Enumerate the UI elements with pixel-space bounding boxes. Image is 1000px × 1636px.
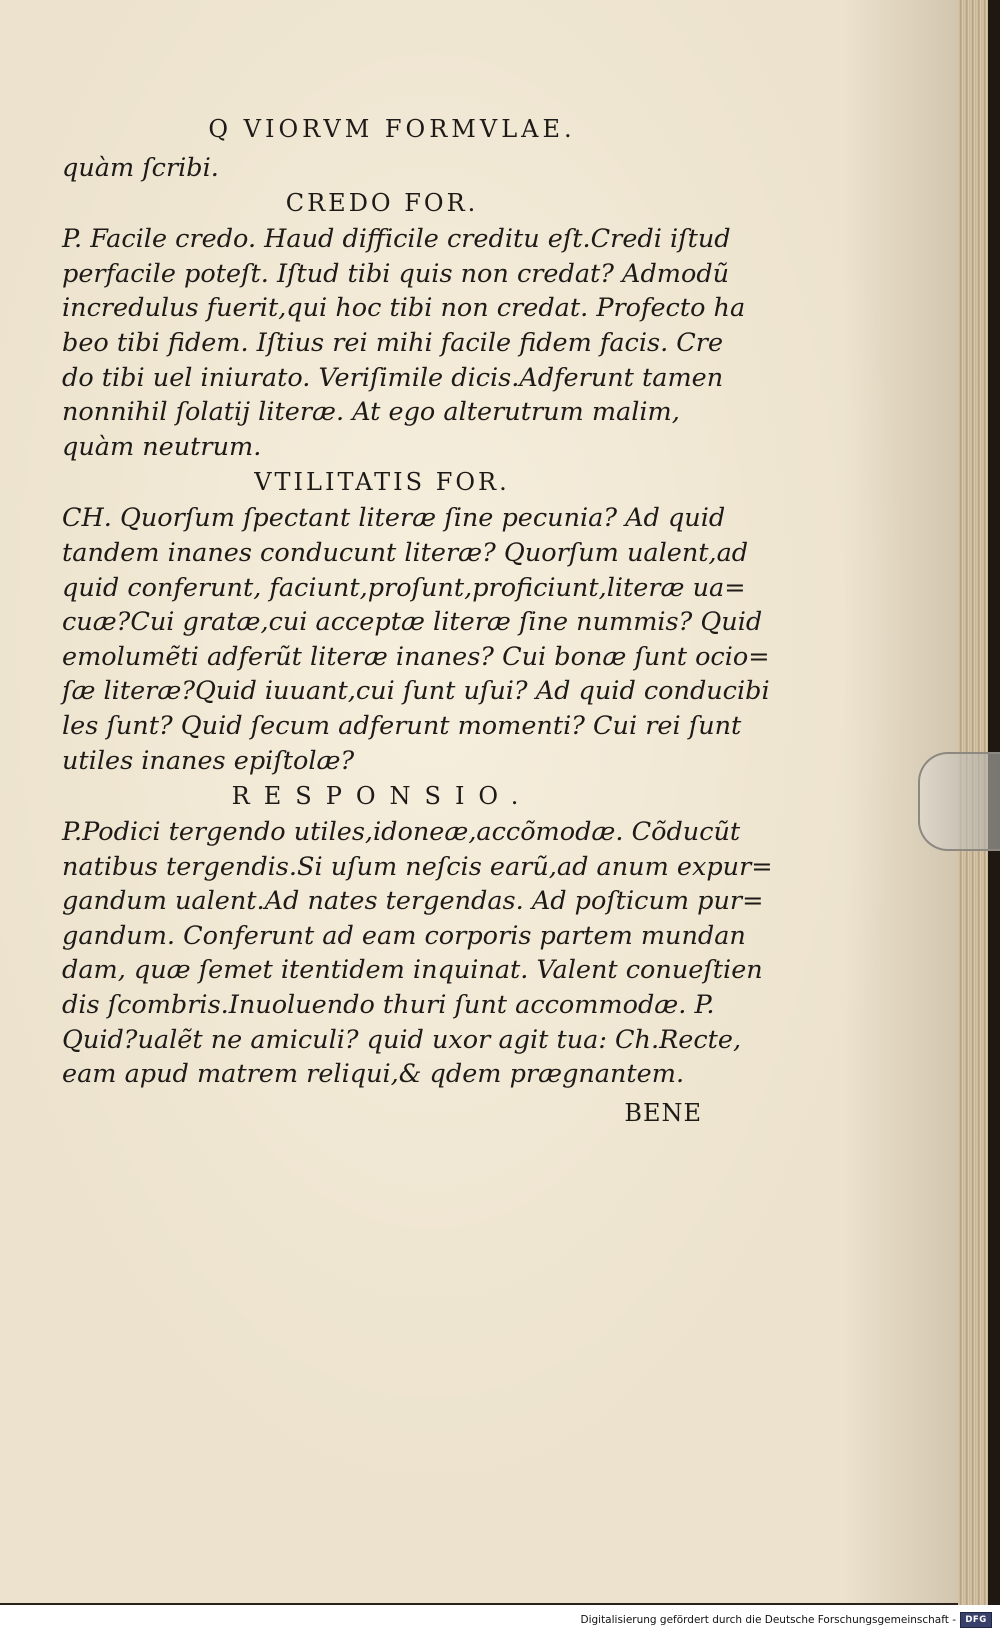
text-line: ſæ literæ?Quid iuuant,cui ſunt uſui? Ad quid conducibi <box>62 676 770 707</box>
text-line: P. Facile credo. Haud difficile creditu eſt.Credi iſtud <box>62 224 731 255</box>
text-line: eam apud matrem reliqui,& qdem prægnantem. <box>62 1059 685 1090</box>
text-line: P.Podici tergendo utiles,idoneæ,accõmodæ. Cõducũt <box>62 817 741 848</box>
text-line: les ſunt? Quid ſecum adferunt momenti? Cui rei ſunt <box>62 710 742 741</box>
section-heading-credo: CREDO FOR. <box>285 189 479 218</box>
text-line: tandem inanes conducunt literæ? Quorſum ualent,ad <box>62 537 749 568</box>
text-line: Quid?ualẽt ne amiculi? quid uxor agit tua: Ch.Recte, <box>62 1024 742 1055</box>
text-line: gandum ualent.Ad nates tergendas. Ad poſticum pur= <box>62 886 764 917</box>
text-line: utiles inanes epiſtolæ? <box>62 745 355 776</box>
catchword: BENE <box>624 1098 702 1127</box>
page-clip <box>918 752 1000 851</box>
text-line: CH. Quorſum ſpectant literæ ſine pecunia? Ad quid <box>62 503 726 534</box>
text-line: dis ſcombris.Inuoluendo thuri ſunt accommodæ. P. <box>62 990 715 1021</box>
section-heading-responsio: RESPONSIO. <box>231 782 533 811</box>
funding-credit: Digitalisierung gefördert durch die Deutsche Forschungsgemeinschaft - <box>580 1614 956 1626</box>
running-head: Q VIORVM FORMVLAE. <box>208 115 576 143</box>
text-line: incredulus fuerit,qui hoc tibi non credat. Profecto ha <box>62 293 746 324</box>
text-line: quàm ſcribi. <box>62 152 219 183</box>
text-line: dam, quæ ſemet itentidem inquinat. Valent conueſtien <box>62 955 763 986</box>
section-heading-utilitatis: VTILITATIS FOR. <box>254 468 510 497</box>
text-line: nonnihil ſolatij literæ. At ego alterutrum malim, <box>62 397 680 428</box>
text-line: gandum. Conferunt ad eam corporis partem mundan <box>62 920 746 951</box>
text-line: perfacile poteſt. Iſtud tibi quis non credat? Admodũ <box>62 258 730 289</box>
dfg-logo-icon: DFG <box>960 1612 992 1628</box>
text-line: natibus tergendis.Si uſum neſcis earũ,ad anum expur= <box>62 851 773 882</box>
text-line: quàm neutrum. <box>62 431 262 462</box>
digitization-footer <box>0 1605 1000 1636</box>
text-line: emolumẽti adferũt literæ inanes? Cui bonæ ſunt ocio= <box>62 641 770 672</box>
text-line: do tibi uel iniurato. Veriſimile dicis.Adferunt tamen <box>62 362 724 393</box>
text-line: quid conferunt, faciunt,proſunt,proficiunt,literæ ua= <box>62 572 746 603</box>
page-text <box>62 112 773 1130</box>
text-line: cuæ?Cui gratæ,cui acceptæ literæ ſine nummis? Quid <box>62 607 763 638</box>
text-line: beo tibi fidem. Iſtius rei mihi facile fidem facis. Cre <box>62 327 724 358</box>
